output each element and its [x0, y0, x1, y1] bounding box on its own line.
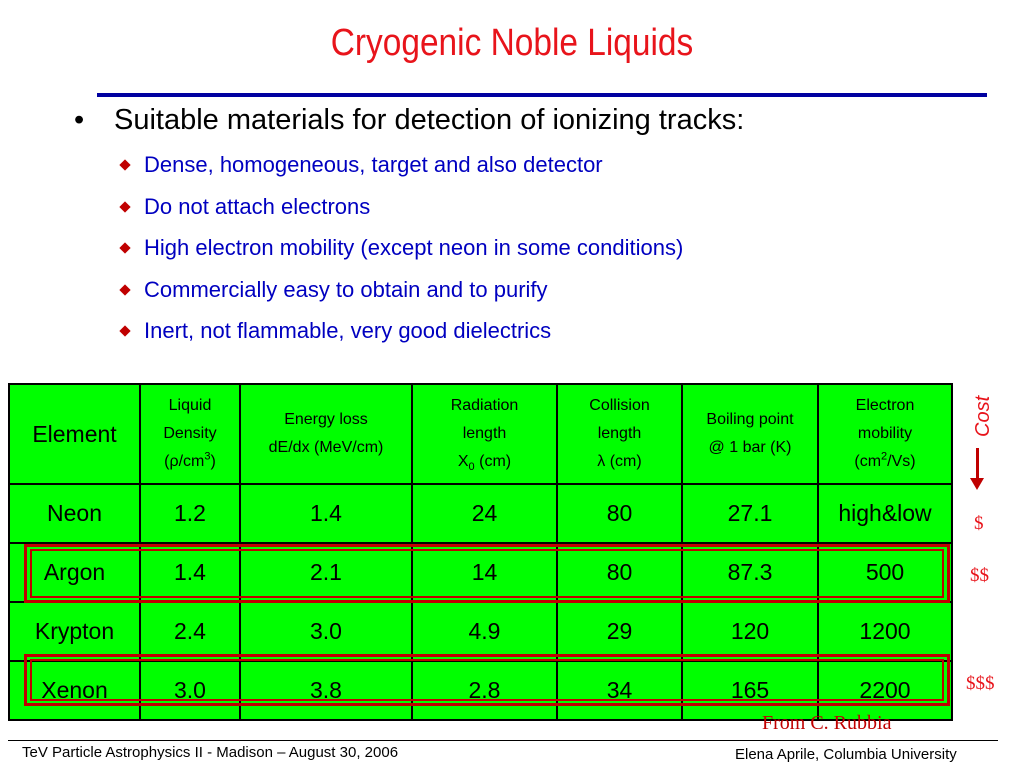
sub-bullet [121, 235, 683, 261]
header-element: Element [9, 384, 140, 484]
unit-text: /cm [178, 453, 205, 470]
header-mob-line: Electron [855, 397, 915, 414]
cell-density: 1.2 [140, 484, 240, 543]
diamond-bullet-icon [119, 284, 130, 295]
cell-boiling-point: 87.3 [682, 543, 818, 602]
cell-collision-length: 29 [557, 602, 682, 661]
cell-radiation-length: 14 [412, 543, 557, 602]
xenon-highlight-inner [30, 659, 944, 701]
footer-author: Elena Aprile, Columbia University [735, 746, 957, 763]
diamond-bullet-icon [119, 242, 130, 253]
cell-radiation-length: 24 [412, 484, 557, 543]
sub-bullet-text: Inert, not flammable, very good dielectrics [144, 318, 552, 343]
table-row [9, 484, 952, 543]
header-rad-unit [413, 448, 556, 476]
header-collision-length [557, 384, 682, 484]
sub-bullet-text: Commercially easy to obtain and to purify [144, 277, 548, 302]
cell-energy-loss: 3.0 [240, 602, 412, 661]
diamond-bullet-icon [119, 325, 130, 336]
x-symbol: X [457, 453, 469, 470]
table-header-row [9, 384, 952, 484]
cell-boiling-point: 165 [682, 661, 818, 720]
sub-bullet [121, 277, 548, 303]
header-electron-mobility [818, 384, 952, 484]
cell-boiling-point: 27.1 [682, 484, 818, 543]
header-boiling-point [682, 384, 818, 484]
header-energy-line: Energy loss [284, 411, 368, 428]
cell-electron-mobility: 500 [818, 543, 952, 602]
sub-bullet-text: Dense, homogeneous, target and also detector [144, 152, 603, 177]
sub-bullet [121, 152, 603, 178]
down-arrow-icon [970, 478, 984, 490]
argon-highlight-inner [30, 549, 944, 598]
subscript: 0 [468, 461, 475, 474]
header-boil-line: @ 1 bar (K) [708, 439, 792, 456]
table-row [9, 602, 952, 661]
paren: ( [164, 453, 170, 470]
unit-text: /Vs) [887, 453, 916, 470]
header-energy-line: dE/dx (MeV/cm) [268, 439, 384, 456]
cell-collision-length: 80 [557, 484, 682, 543]
bullet-dot-icon: • [74, 104, 85, 136]
unit-text: (cm) [474, 453, 512, 470]
header-mob-unit [819, 448, 951, 476]
cost-label: Cost [972, 395, 994, 437]
header-mob-line: mobility [857, 425, 913, 442]
paren: ) [210, 453, 216, 470]
cell-element: Argon [9, 543, 140, 602]
cell-collision-length: 80 [557, 543, 682, 602]
cell-electron-mobility: 2200 [818, 661, 952, 720]
header-radiation-length [412, 384, 557, 484]
cell-energy-loss: 2.1 [240, 543, 412, 602]
cell-electron-mobility: high&low [818, 484, 952, 543]
header-density-line: Density [163, 425, 217, 442]
superscript: 3 [204, 450, 211, 463]
sub-bullet-text: High electron mobility (except neon in some conditions) [144, 235, 684, 260]
cell-radiation-length: 4.9 [412, 602, 557, 661]
header-energy-loss [240, 384, 412, 484]
header-coll-line: Collision [589, 397, 650, 414]
cost-arrow-shaft [976, 448, 979, 480]
sub-bullet [121, 318, 551, 344]
cell-element: Xenon [9, 661, 140, 720]
footer-divider [8, 740, 998, 741]
cell-energy-loss: 1.4 [240, 484, 412, 543]
cell-density: 3.0 [140, 661, 240, 720]
title-divider [97, 93, 987, 97]
slide-title: Cryogenic Noble Liquids [330, 22, 694, 64]
cost-tier-low: $ [974, 513, 984, 534]
main-bullet [74, 104, 744, 137]
source-credit: From C. Rubbia [762, 712, 892, 734]
header-rad-line: length [462, 425, 507, 442]
header-density-unit [141, 448, 239, 476]
cell-density: 2.4 [140, 602, 240, 661]
cell-collision-length: 34 [557, 661, 682, 720]
header-coll-line: length [597, 425, 642, 442]
sub-bullet-text: Do not attach electrons [144, 194, 371, 219]
cell-electron-mobility: 1200 [818, 602, 952, 661]
diamond-bullet-icon [119, 159, 130, 170]
footer-event: TeV Particle Astrophysics II - Madison – August 30, 2006 [22, 744, 399, 761]
header-rad-line: Radiation [450, 397, 519, 414]
header-coll-unit: λ (cm) [597, 453, 642, 470]
main-bullet-text: Suitable materials for detection of ionizing tracks: [114, 104, 745, 136]
cell-element: Krypton [9, 602, 140, 661]
cell-radiation-length: 2.8 [412, 661, 557, 720]
cell-boiling-point: 120 [682, 602, 818, 661]
header-density-line: Liquid [168, 397, 212, 414]
rho-symbol: ρ [169, 453, 179, 470]
cell-element: Neon [9, 484, 140, 543]
header-density [140, 384, 240, 484]
unit-text: (cm [854, 453, 882, 470]
cell-energy-loss: 3.8 [240, 661, 412, 720]
cost-tier-high: $$$ [966, 673, 995, 694]
sub-bullet [121, 194, 370, 220]
diamond-bullet-icon [119, 201, 130, 212]
cost-tier-mid: $$ [970, 565, 989, 586]
header-boil-line: Boiling point [706, 411, 794, 428]
cell-density: 1.4 [140, 543, 240, 602]
superscript: 2 [881, 450, 888, 463]
